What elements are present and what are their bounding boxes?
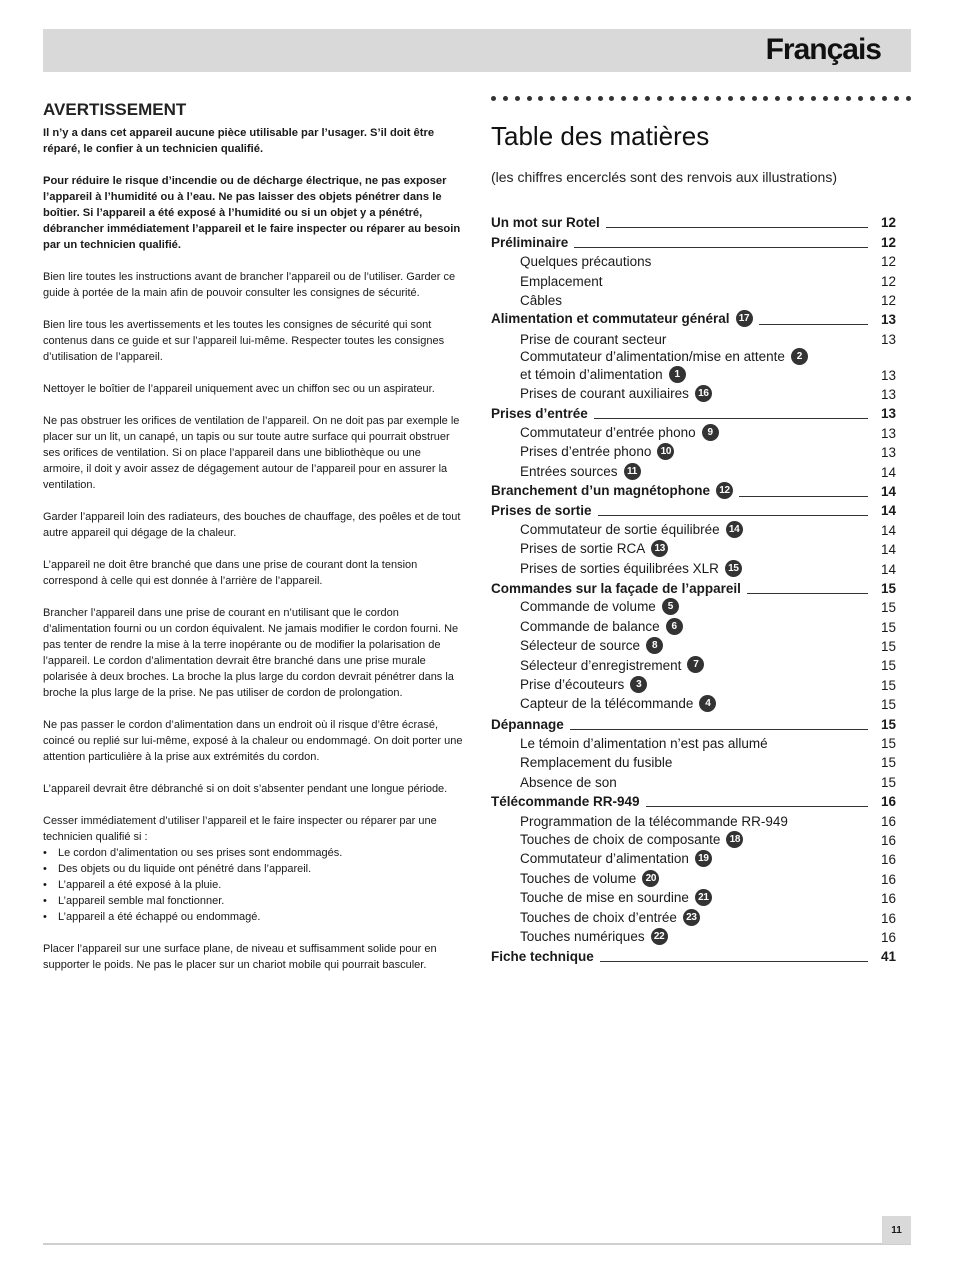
toc-entry-label: Commande de balance 6 bbox=[520, 618, 683, 636]
toc-entry[interactable] bbox=[491, 578, 896, 597]
toc-entry-page: 12 bbox=[880, 234, 896, 250]
toc-entry-page: 15 bbox=[880, 580, 896, 596]
toc-entry-label: Touches de choix de composante 18 bbox=[520, 831, 743, 849]
toc-entry[interactable] bbox=[491, 558, 896, 577]
warning-paragraph: Brancher l’appareil dans une prise de courant en n’utilisant que le cordon d’alimentation fourni ou un cordon équivalent. Ne jamais modifier le cordon fourni. Ne pas tenter de rendre la mise à la terre inopérante ou de modifier la polarisation de l’appareil. Le cordon d’alimentation devrait être branché dans une prise murale polarisée à deux broches. La broche la plus large du cordon devrait pénétrer dans la broche la plus large de la prise. Ne pas utiliser de cordon de prolongation. bbox=[43, 607, 459, 699]
toc-entry[interactable] bbox=[491, 927, 896, 946]
toc-entry[interactable] bbox=[491, 251, 896, 270]
toc-entry[interactable] bbox=[491, 539, 896, 558]
toc-entry-label: Prise de courant secteur bbox=[520, 331, 667, 347]
toc-entry-label: Absence de son bbox=[520, 774, 617, 790]
divider-dot bbox=[586, 96, 591, 101]
warning-paragraph: Nettoyer le boîtier de l’appareil uniquement avec un chiffon sec ou un aspirateur. bbox=[43, 383, 435, 395]
toc-entry-label: Touches de volume 20 bbox=[520, 870, 659, 888]
callout-badge: 1 bbox=[669, 366, 686, 383]
toc-entry-page: 13 bbox=[880, 406, 896, 422]
toc-entry-label: Prises d’entrée bbox=[491, 406, 588, 422]
toc-entry-label: Commutateur d’alimentation/mise en attente 2 et témoin d’alimentation 1 bbox=[520, 348, 808, 384]
callout-badge: 8 bbox=[646, 637, 663, 654]
divider-dot bbox=[681, 96, 686, 101]
inspect-list bbox=[43, 845, 463, 925]
toc-entry-label: Alimentation et commutateur général 17 bbox=[491, 310, 753, 328]
toc-entry-page: 13 bbox=[880, 312, 896, 328]
list-item: • Des objets ou du liquide ont pénétré dans l’appareil. bbox=[43, 861, 463, 877]
callout-badge: 6 bbox=[666, 618, 683, 635]
divider-dot bbox=[669, 96, 674, 101]
divider-dot bbox=[752, 96, 757, 101]
toc-entry-label: Fiche technique bbox=[491, 949, 594, 965]
toc-entry-page: 16 bbox=[880, 871, 896, 887]
callout-badge: 9 bbox=[702, 424, 719, 441]
divider-dot bbox=[503, 96, 508, 101]
toc-entry-page: 13 bbox=[880, 367, 896, 383]
toc-title: Table des matières bbox=[491, 121, 710, 151]
callout-badge: 13 bbox=[651, 540, 668, 557]
divider-dot bbox=[823, 96, 828, 101]
toc-entry[interactable] bbox=[491, 636, 896, 655]
page-title: Français bbox=[765, 33, 881, 66]
list-item: • L’appareil a été échappé ou endommagé. bbox=[43, 909, 463, 925]
callout-badge: 19 bbox=[695, 850, 712, 867]
warning-final: Placer l’appareil sur une surface plane, de niveau et suffisamment solide pour en supporter le poids. Ne pas le placer sur un chariot mobile qui pourrait basculer. bbox=[43, 943, 437, 971]
toc-entry-page: 16 bbox=[880, 891, 896, 907]
toc-entry-page: 15 bbox=[880, 600, 896, 616]
toc-entry[interactable] bbox=[491, 328, 896, 347]
toc-entry-page: 16 bbox=[880, 813, 896, 829]
toc-entry-label: Commandes sur la façade de l’appareil bbox=[491, 580, 741, 596]
callout-badge: 4 bbox=[699, 695, 716, 712]
toc-entry-label: Commutateur de sortie équilibrée 14 bbox=[520, 521, 743, 539]
divider-dot bbox=[799, 96, 804, 101]
toc-entry[interactable] bbox=[491, 791, 896, 810]
toc-entry-label: Sélecteur de source 8 bbox=[520, 637, 663, 655]
warning-paragraph: Ne pas obstruer les orifices de ventilation de l’appareil. On ne doit pas par exemple le placer sur un lit, un canapé, un tapis ou sur toute autre surface qui pourrait obstruer ses orifices de ventilation. Si on place l’appareil dans une bibliothèque ou une armoire, il doit y avoir assez de dégagement autour de l’appareil pour en assurer la ventilation. bbox=[43, 415, 460, 491]
toc-entry-page: 15 bbox=[880, 619, 896, 635]
divider-dot bbox=[834, 96, 839, 101]
warning-bold-1: Il n’y a dans cet appareil aucune pièce utilisable par l’usager. S’il doit être réparé, le confier à un technicien qualifié. bbox=[43, 127, 435, 155]
divider-dot bbox=[550, 96, 555, 101]
warning-paragraph: L’appareil ne doit être branché que dans une prise de courant dont la tension correspond à celle qui est donnée à l’arrière de l’appareil. bbox=[43, 559, 418, 587]
divider-dot bbox=[882, 96, 887, 101]
toc-entry-page: 16 bbox=[880, 794, 896, 810]
toc-entry[interactable] bbox=[491, 888, 896, 907]
toc-entry-label: Remplacement du fusible bbox=[520, 755, 673, 771]
divider-dot bbox=[846, 96, 851, 101]
toc-entry-page: 41 bbox=[880, 949, 896, 965]
toc-entry[interactable] bbox=[491, 752, 896, 771]
divider-dot bbox=[491, 96, 496, 101]
toc-list bbox=[491, 212, 896, 965]
list-item: • L’appareil semble mal fonctionner. bbox=[43, 893, 463, 909]
warning-section bbox=[43, 100, 463, 989]
warning-paragraph: Bien lire tous les avertissements et les toutes les consignes de sécurité qui sont contenus dans ce guide et sur l’appareil lui-même. Respecter toutes les consignes d’utilisation de l’appareil. bbox=[43, 319, 445, 363]
warning-paragraph: Bien lire toutes les instructions avant de brancher l’appareil ou de l’utiliser. Garder ce guide à portée de la main afin de pouvoir consulter les consignes de sécurité. bbox=[43, 271, 456, 299]
divider-dot bbox=[704, 96, 709, 101]
toc-entry[interactable] bbox=[491, 461, 896, 480]
toc-entry-page: 14 bbox=[880, 503, 896, 519]
divider-dot bbox=[598, 96, 603, 101]
toc-entry-page: 15 bbox=[880, 658, 896, 674]
toc-entry-page: 15 bbox=[880, 697, 896, 713]
toc-entry[interactable] bbox=[491, 946, 896, 965]
toc-entry[interactable] bbox=[491, 309, 896, 328]
toc-entry-label: Télécommande RR-949 bbox=[491, 794, 640, 810]
toc-entry-page: 15 bbox=[880, 736, 896, 752]
toc-entry-page: 13 bbox=[880, 387, 896, 402]
toc-subtitle: (les chiffres encerclés sont des renvois aux illustrations) bbox=[491, 169, 838, 185]
divider-dot bbox=[740, 96, 745, 101]
toc-entry-page: 14 bbox=[880, 561, 896, 577]
toc-entry[interactable] bbox=[491, 694, 896, 713]
toc-entry-page: 13 bbox=[880, 331, 896, 347]
toc-entry-label: Quelques précautions bbox=[520, 254, 652, 270]
toc-entry[interactable] bbox=[491, 733, 896, 752]
list-item: • L’appareil a été exposé à la pluie. bbox=[43, 877, 463, 893]
divider-dot bbox=[538, 96, 543, 101]
toc-entry[interactable] bbox=[491, 810, 896, 829]
toc-entry-label: Câbles bbox=[520, 292, 563, 308]
toc-entry[interactable] bbox=[491, 868, 896, 887]
divider-dot bbox=[574, 96, 579, 101]
warning-bold-2: Pour réduire le risque d’incendie ou de décharge électrique, ne pas exposer l’appareil à l’humidité ou à l’eau. Ne pas laisser des objets pénétrer dans le boîtier. Si l’appareil a été exposé à l’humidité ou si un objet y a pénétré, débrancher immédiatement l’appareil et le faire inspecter ou réparer au besoin par un technicien qualifié. bbox=[43, 175, 461, 251]
callout-badge: 16 bbox=[695, 385, 712, 402]
divider-dot bbox=[633, 96, 638, 101]
toc-entry-page: 12 bbox=[880, 254, 896, 270]
toc-entry-label: Préliminaire bbox=[491, 234, 569, 250]
toc-entry-label: Commutateur d’entrée phono 9 bbox=[520, 424, 719, 442]
toc-entry-label: Prises de sortie bbox=[491, 503, 592, 519]
toc-entry-label: Prises de sorties équilibrées XLR 15 bbox=[520, 560, 742, 578]
divider-dot bbox=[906, 96, 911, 101]
toc-entry-page: 15 bbox=[880, 755, 896, 771]
divider-dot bbox=[515, 96, 520, 101]
toc-entry-page: 14 bbox=[880, 464, 896, 480]
toc-entry-label: Commande de volume 5 bbox=[520, 598, 679, 616]
dotted-divider bbox=[491, 96, 911, 104]
footer-rule bbox=[43, 1243, 911, 1245]
toc-entry[interactable] bbox=[491, 270, 896, 289]
toc-entry[interactable] bbox=[491, 231, 896, 250]
callout-badge: 3 bbox=[630, 676, 647, 693]
toc-entry[interactable] bbox=[491, 674, 896, 693]
toc-entry-label: Touche de mise en sourdine 21 bbox=[520, 889, 712, 907]
callout-badge: 11 bbox=[624, 463, 641, 480]
divider-dot bbox=[858, 96, 863, 101]
toc-entry-label: Le témoin d’alimentation n’est pas allumé bbox=[520, 736, 768, 752]
toc-entry-page: 12 bbox=[880, 292, 896, 308]
toc-entry-label: Prises de sortie RCA 13 bbox=[520, 540, 668, 558]
toc-entry[interactable] bbox=[491, 348, 896, 384]
divider-dot bbox=[527, 96, 532, 101]
toc-entry[interactable] bbox=[491, 403, 896, 422]
toc-entry-label: Touches de choix d’entrée 23 bbox=[520, 909, 700, 927]
callout-badge: 7 bbox=[687, 656, 704, 673]
warning-title: AVERTISSEMENT bbox=[43, 100, 187, 119]
callout-badge: 10 bbox=[657, 443, 674, 460]
toc-entry-page: 15 bbox=[880, 716, 896, 732]
toc-entry-page: 16 bbox=[880, 929, 896, 945]
divider-dot bbox=[621, 96, 626, 101]
toc-entry[interactable] bbox=[491, 830, 896, 849]
toc-entry-page: 14 bbox=[880, 542, 896, 558]
toc-entry-page: 16 bbox=[880, 832, 896, 848]
toc-entry[interactable] bbox=[491, 616, 896, 635]
toc-entry[interactable] bbox=[491, 655, 896, 674]
toc-entry-label: Entrées sources 11 bbox=[520, 463, 641, 481]
toc-entry-label: Branchement d’un magnétophone 12 bbox=[491, 482, 733, 500]
callout-badge: 22 bbox=[651, 928, 668, 945]
toc-entry-page: 12 bbox=[880, 215, 896, 231]
toc-entry-label: Prises d’entrée phono 10 bbox=[520, 443, 674, 461]
toc-entry-page: 15 bbox=[880, 774, 896, 790]
toc-entry-label: Un mot sur Rotel bbox=[491, 215, 600, 231]
warning-paragraph: Ne pas passer le cordon d’alimentation dans un endroit où il risque d’être écrasé, coincé ou replié sur lui-même, exposé à la chaleur ou endommagé. On doit porter une attention particulière à la prise aux extrémités du cordon. bbox=[43, 719, 463, 763]
list-item: • Le cordon d’alimentation ou ses prises sont endommagés. bbox=[43, 845, 463, 861]
divider-dot bbox=[787, 96, 792, 101]
callout-badge: 21 bbox=[695, 889, 712, 906]
callout-badge: 12 bbox=[716, 482, 733, 499]
callout-badge: 15 bbox=[725, 560, 742, 577]
toc-entry[interactable] bbox=[491, 500, 896, 519]
toc-entry-label: Programmation de la télécommande RR-949 bbox=[520, 813, 788, 829]
divider-dot bbox=[775, 96, 780, 101]
toc-entry-page: 16 bbox=[880, 910, 896, 926]
callout-badge: 18 bbox=[726, 831, 743, 848]
toc-entry-page: 14 bbox=[880, 483, 896, 499]
toc-entry[interactable] bbox=[491, 212, 896, 231]
divider-dot bbox=[894, 96, 899, 101]
toc-entry[interactable] bbox=[491, 384, 896, 403]
callout-badge: 5 bbox=[662, 598, 679, 615]
callout-badge: 14 bbox=[726, 521, 743, 538]
divider-dot bbox=[763, 96, 768, 101]
toc-entry[interactable] bbox=[491, 907, 896, 926]
header-bar bbox=[43, 29, 911, 72]
toc-entry-page: 14 bbox=[880, 522, 896, 538]
callout-badge: 2 bbox=[791, 348, 808, 365]
page-number: 11 bbox=[882, 1216, 911, 1244]
callout-badge: 23 bbox=[683, 909, 700, 926]
toc-entry[interactable] bbox=[491, 290, 896, 309]
toc-entry-label: Prises de courant auxiliaires 16 bbox=[520, 385, 712, 403]
toc-entry[interactable] bbox=[491, 597, 896, 616]
toc-entry-label: Dépannage bbox=[491, 716, 564, 732]
divider-dot bbox=[657, 96, 662, 101]
warning-paragraph: L’appareil devrait être débranché si on doit s’absenter pendant une longue période. bbox=[43, 783, 448, 795]
inspect-intro: Cesser immédiatement d’utiliser l’appareil et le faire inspecter ou réparer par une technicien qualifié si : bbox=[43, 815, 437, 843]
toc-entry-page: 13 bbox=[880, 425, 896, 441]
toc-entry[interactable] bbox=[491, 481, 896, 500]
toc-entry[interactable] bbox=[491, 771, 896, 790]
toc-entry-label: Touches numériques 22 bbox=[520, 928, 668, 946]
toc-entry-page: 15 bbox=[880, 677, 896, 693]
toc-entry-label: Emplacement bbox=[520, 273, 603, 289]
toc-entry[interactable] bbox=[491, 422, 896, 441]
toc-entry-page: 12 bbox=[880, 273, 896, 289]
toc-entry-page: 16 bbox=[880, 852, 896, 868]
divider-dot bbox=[692, 96, 697, 101]
toc-entry[interactable] bbox=[491, 713, 896, 732]
toc-entry-label: Commutateur d’alimentation 19 bbox=[520, 850, 712, 868]
callout-badge: 20 bbox=[642, 870, 659, 887]
toc-entry-label: Capteur de la télécommande 4 bbox=[520, 695, 716, 713]
warning-paragraph: Garder l’appareil loin des radiateurs, des bouches de chauffage, des poêles et de tout autre appareil qui dégage de la chaleur. bbox=[43, 511, 461, 539]
divider-dot bbox=[811, 96, 816, 101]
toc-entry[interactable] bbox=[491, 442, 896, 461]
divider-dot bbox=[645, 96, 650, 101]
toc-entry[interactable] bbox=[491, 849, 896, 868]
toc-entry-label: Prise d’écouteurs 3 bbox=[520, 676, 647, 694]
divider-dot bbox=[728, 96, 733, 101]
divider-dot bbox=[609, 96, 614, 101]
divider-dot bbox=[716, 96, 721, 101]
divider-dot bbox=[562, 96, 567, 101]
callout-badge: 17 bbox=[736, 310, 753, 327]
toc-entry-label: Sélecteur d’enregistrement 7 bbox=[520, 657, 704, 675]
toc-entry[interactable] bbox=[491, 519, 896, 538]
toc-entry-page: 13 bbox=[880, 445, 896, 461]
toc-entry-page: 15 bbox=[880, 639, 896, 655]
divider-dot bbox=[870, 96, 875, 101]
